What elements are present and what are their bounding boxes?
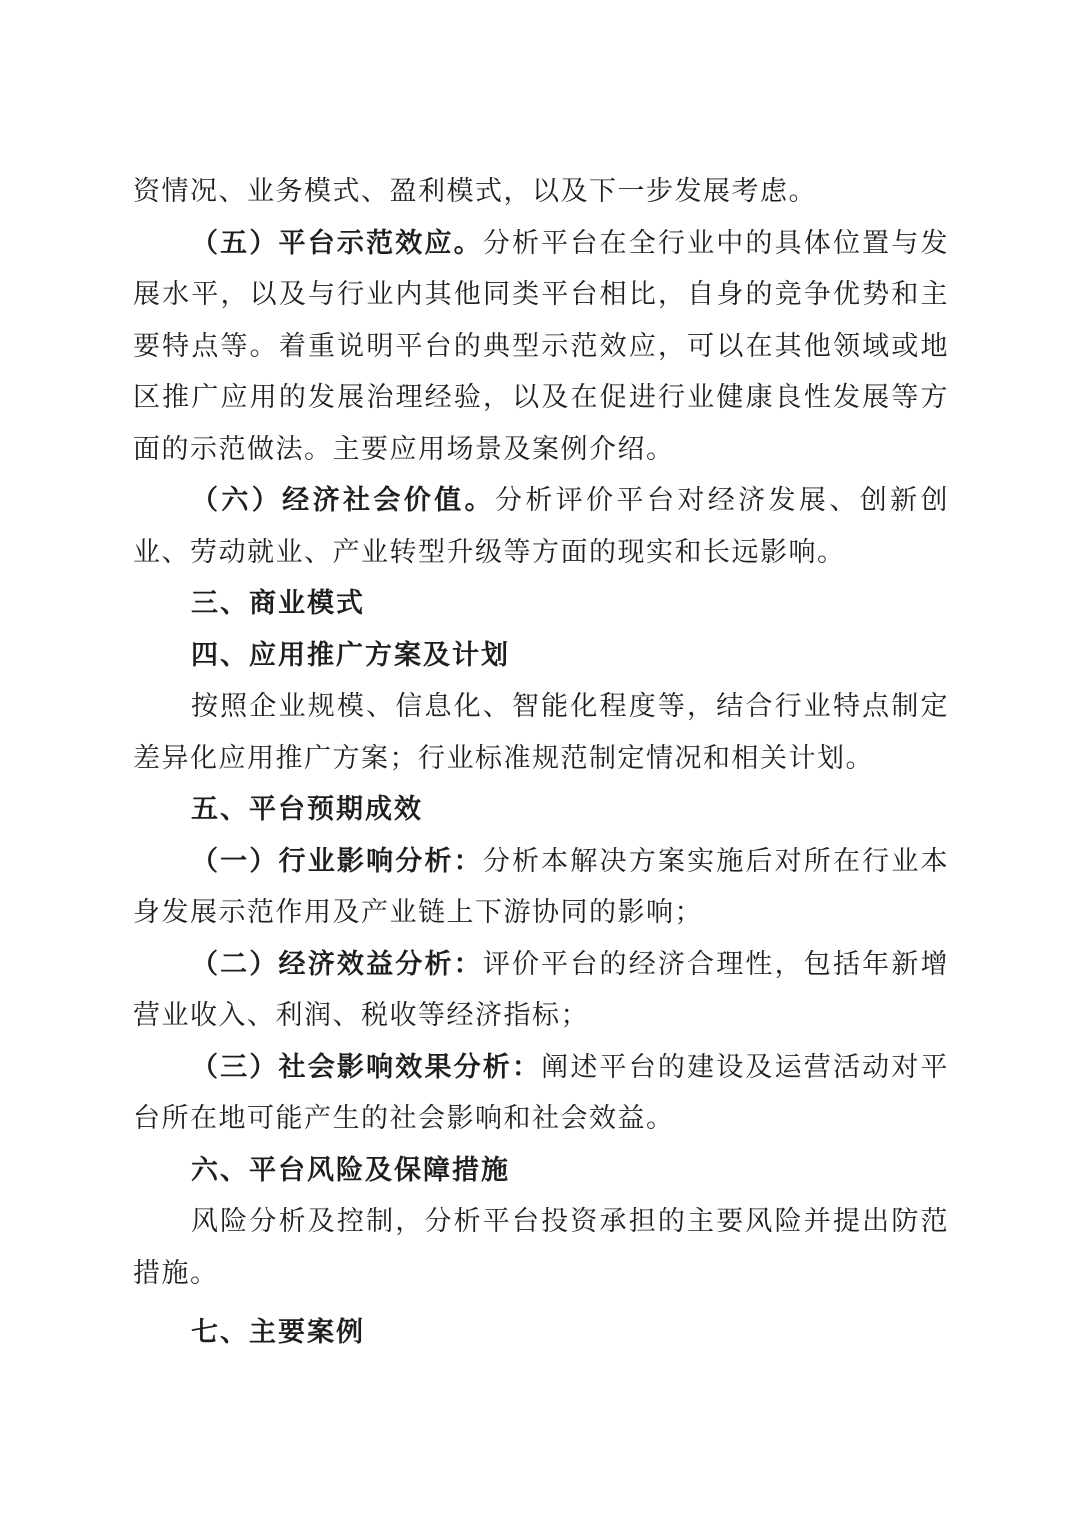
- section-heading-main-cases: 七、主要案例: [191, 1317, 365, 1348]
- paragraph-promotion-plan: [133, 681, 949, 784]
- section-heading-business-model: 三、商业模式: [191, 588, 365, 619]
- paragraph-text: 按照企业规模、信息化、智能化程度等，结合行业特点制定差异化应用推广方案；行业标准规范制定情况和相关计划。: [133, 691, 949, 774]
- paragraph-text: 风险分析及控制，分析平台投资承担的主要风险并提出防范措施。: [133, 1206, 949, 1289]
- paragraph-text: 评价平台的经济合理性，包括年新增营业收入、利润、税收等经济指标；: [133, 948, 950, 1031]
- paragraph-economic-benefit: [133, 939, 949, 1042]
- paragraph-text: 阐述平台的建设及运营活动对平台所在地可能产生的社会影响和社会效益。: [133, 1051, 950, 1134]
- paragraph-demonstration-effect: [133, 218, 949, 476]
- paragraph-lead: （一）行业影响分析：: [191, 845, 483, 877]
- paragraph-text: 分析平台在全行业中的具体位置与发展水平，以及与行业内其他同类平台相比，自身的竞争优势和主要特点等。着重说明平台的典型示范效应，可以在其他领域或地区推广应用的发展治理经验，以及在促进行业健康良性发展等方面的示范做法。主要应用场景及案例介绍。: [133, 227, 950, 465]
- paragraph-industry-impact: [133, 836, 949, 939]
- section-heading-risk-measures: 六、平台风险及保障措施: [191, 1154, 510, 1186]
- paragraph-lead: （五）平台示范效应。: [191, 227, 483, 259]
- paragraph-economic-social-value: [133, 475, 949, 578]
- paragraph-lead: （三）社会影响效果分析：: [191, 1051, 542, 1083]
- paragraph-text: 分析本解决方案实施后对所在行业本身发展示范作用及产业链上下游协同的影响；: [133, 845, 950, 928]
- paragraph-text: 资情况、业务模式、盈利模式，以及下一步发展考虑。: [133, 176, 817, 207]
- document-body: [133, 166, 949, 1359]
- paragraph-risk-control: [133, 1196, 949, 1299]
- section-heading-promotion-plan: 四、应用推广方案及计划: [191, 639, 510, 671]
- paragraph-social-impact: [133, 1042, 949, 1145]
- paragraph-lead: （六）经济社会价值。: [191, 485, 495, 516]
- paragraph-continuation: [133, 166, 949, 218]
- paragraph-text: 分析评价平台对经济发展、创新创业、劳动就业、产业转型升级等方面的现实和长远影响。: [133, 485, 950, 568]
- section-heading-expected-results: 五、平台预期成效: [191, 794, 423, 825]
- paragraph-lead: （二）经济效益分析：: [191, 948, 483, 980]
